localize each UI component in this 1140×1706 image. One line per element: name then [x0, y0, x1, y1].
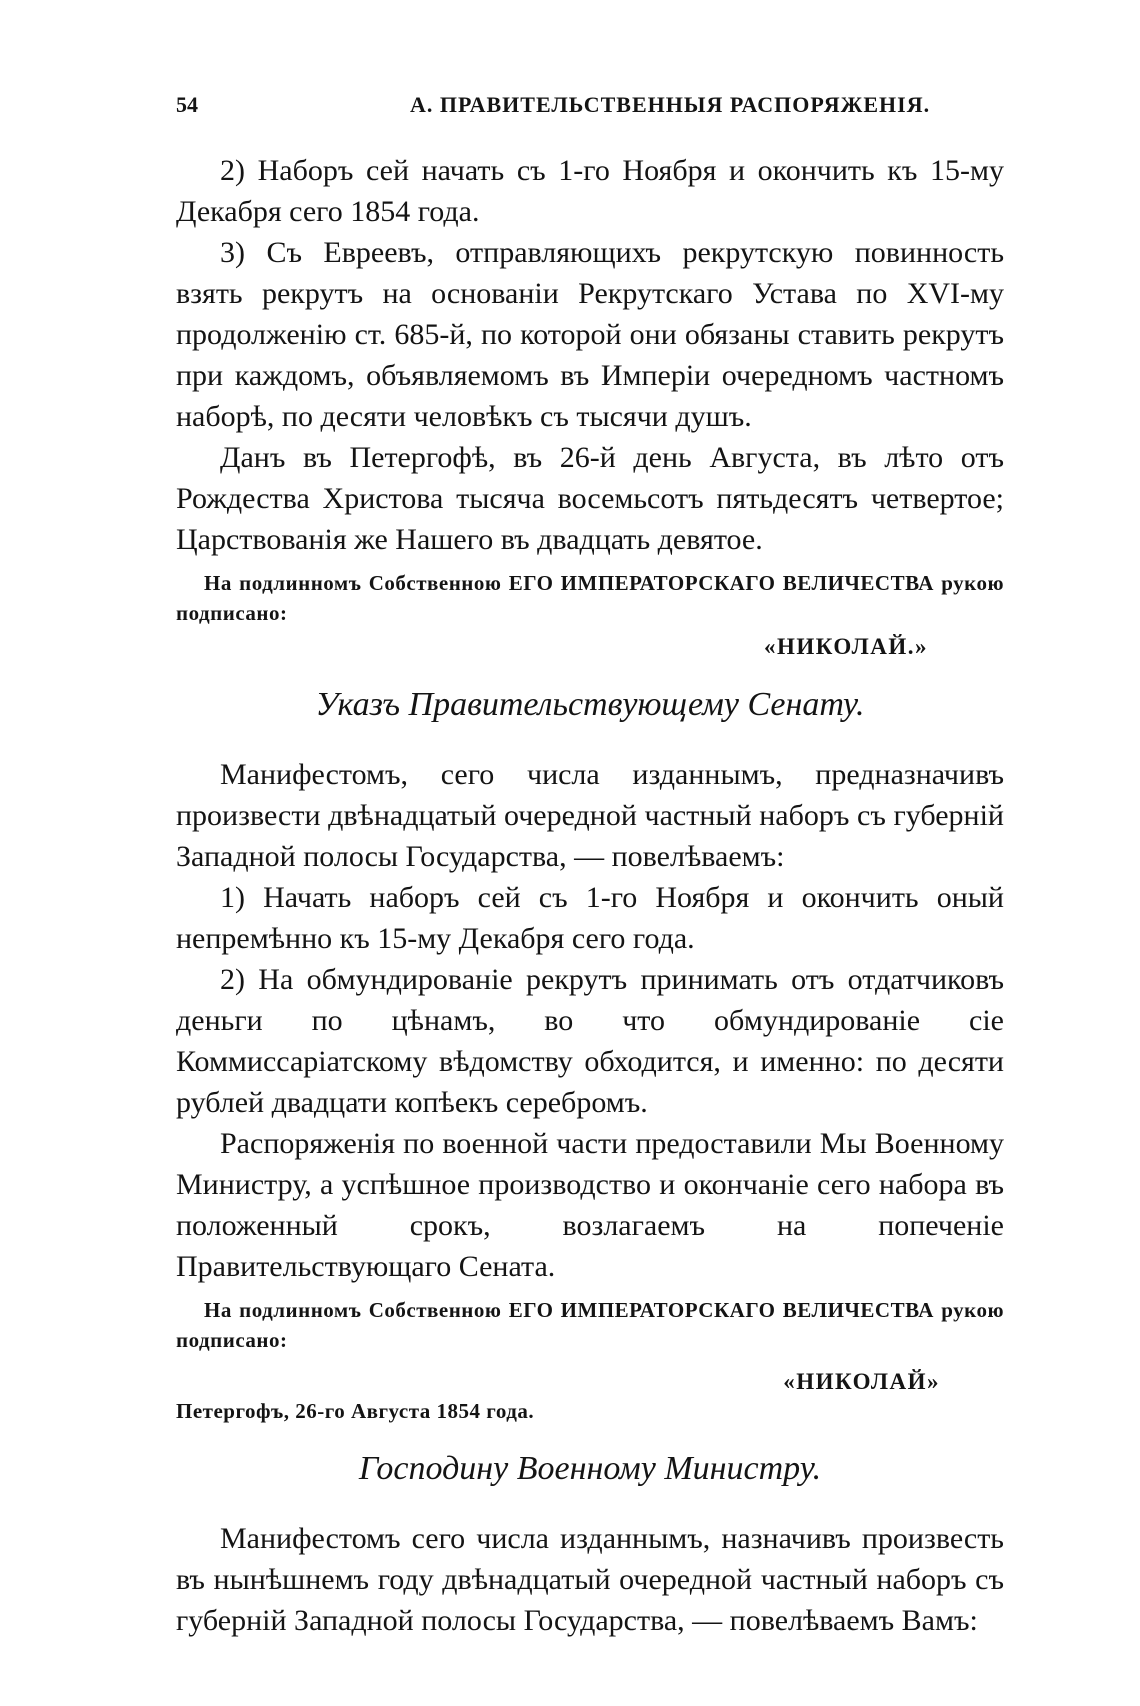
section-title: Указъ Правительствующему Сенату.	[315, 686, 865, 723]
dateline: Петергофъ, 26-го Августа 1854 года.	[176, 1399, 535, 1423]
senate-decree	[176, 686, 1004, 1424]
paragraph-item-2: 2) На обмундированіе рекрутъ принимать отъ отдатчиковъ деньги по цѣнамъ, во что обмундированіе сіе Коммиссаріатскому вѣдомству обходится, и именно: по десяти рублей двадцати копѣекъ серебромъ.	[176, 963, 1004, 1119]
signed-note: На подлинномъ Собственною ЕГО ИМПЕРАТОРСКАГО ВЕЛИЧЕСТВА рукою подписано:	[176, 1298, 1004, 1352]
running-head: А. ПРАВИТЕЛЬСТВЕННЫЯ РАСПОРЯЖЕНІЯ.	[410, 92, 931, 117]
paragraph-item-3: 3) Съ Евреевъ, отправляющихъ рекрутскую повинность взять рекрутъ на основаніи Рекрутскаго Устава по XVI-му продолженію ст. 685-й, по которой они обязаны ставить рекрутъ при каждомъ, объявляемомъ въ Имперіи очередномъ частномъ наборѣ, по десяти человѣкъ съ тысячи душъ.	[176, 236, 1004, 433]
paragraph-intro: Манифестомъ сего числа изданнымъ, назначивъ произвесть въ нынѣшнемъ году двѣнадцатый очередной частный наборъ съ губерній Западной полосы Государства, — повелѣваемъ Вамъ:	[176, 1522, 1004, 1637]
signed-note: На подлинномъ Собственною ЕГО ИМПЕРАТОРСКАГО ВЕЛИЧЕСТВА рукою подписано:	[176, 571, 1004, 625]
paragraph-item-2: 2) Наборъ сей начать съ 1-го Ноября и окончить къ 15-му Декабря сего 1854 года.	[176, 154, 1004, 228]
page-header	[176, 92, 1004, 122]
paragraph-orders: Распоряженія по военной части предоставили Мы Военному Министру, а успѣшное производство и окончаніе сего набора въ положенный срокъ, возлагаемъ на попеченіе Правительствующаго Сената.	[176, 1127, 1004, 1283]
signature: «НИКОЛАЙ.»	[763, 634, 928, 659]
section-title: Господину Военному Министру.	[358, 1450, 822, 1487]
page-number: 54	[176, 92, 198, 117]
paragraph-intro: Манифестомъ, сего числа изданнымъ, предназначивъ произвести двѣнадцатый очередной частный наборъ съ губерній Западной полосы Государства, — повелѣваемъ:	[176, 758, 1004, 873]
paragraph-given-at: Данъ въ Петергофѣ, въ 26-й день Августа, въ лѣто отъ Рождества Христова тысяча восемьсотъ пятьдесятъ четвертое; Царствованія же Нашего въ двадцать девятое.	[176, 441, 1004, 556]
paragraph-item-1: 1) Начать наборъ сей съ 1-го Ноября и окончить оный непремѣнно къ 15-му Декабря сего года.	[176, 881, 1004, 955]
page-content	[176, 150, 1004, 1641]
signature: «НИКОЛАЙ»	[783, 1369, 940, 1394]
manifesto-conclusion	[176, 150, 1004, 660]
war-minister-rescript	[176, 1450, 1004, 1641]
